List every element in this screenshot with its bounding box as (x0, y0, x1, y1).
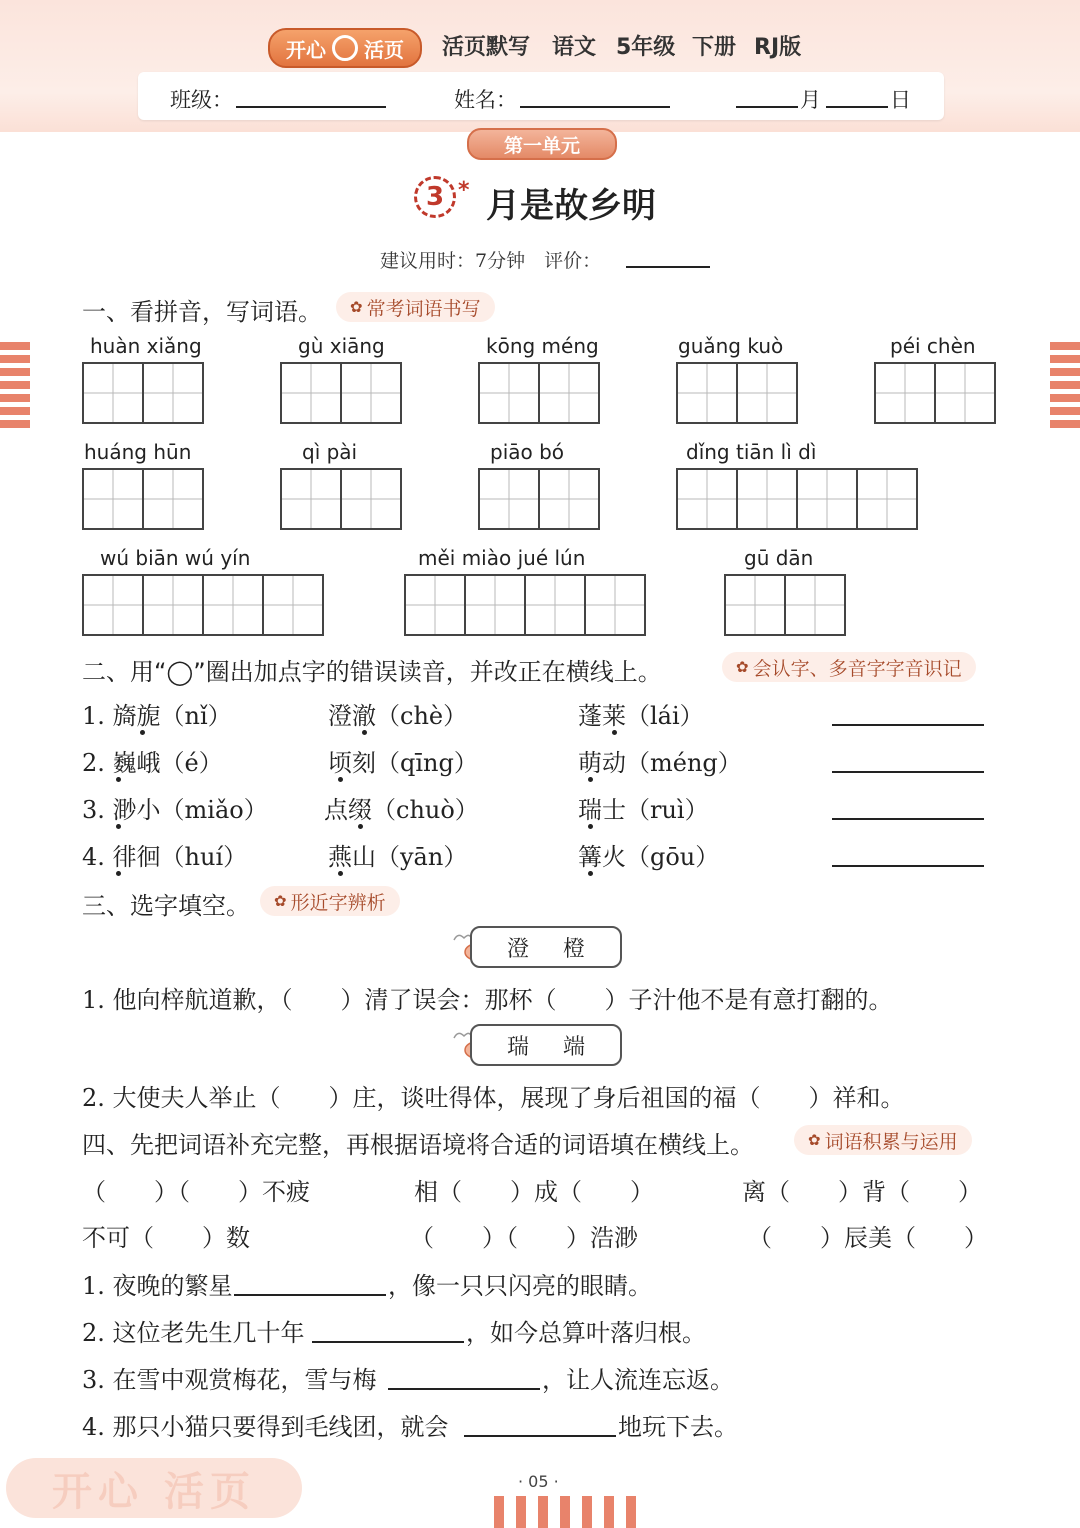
brand-ring-icon (332, 35, 358, 61)
idiom-fill: 不可（ ）数 (82, 1224, 250, 1252)
reading-item: 4. 徘徊（huí） (82, 843, 248, 871)
brand-logo (268, 28, 422, 68)
writing-grid[interactable] (280, 362, 400, 424)
pinyin-label: wú biān wú yín (100, 546, 251, 570)
emphasis-dot (358, 824, 363, 829)
choice-char: 橙 (563, 936, 586, 962)
writing-grid[interactable] (724, 574, 844, 636)
emphasis-dot (588, 777, 593, 782)
header-meta-edition: RJ版 (754, 35, 802, 60)
brand-text-right: 活页 (364, 37, 404, 62)
idiom-fill: （ ）（ ）浩渺 (410, 1224, 638, 1252)
answer-line[interactable] (388, 1388, 540, 1390)
reading-item: 2. 巍峨（é） (82, 749, 223, 777)
reading-item: 瑞士（ruì） (578, 796, 709, 824)
gear-icon: ✿ (808, 1131, 821, 1149)
gear-icon: ✿ (736, 658, 749, 676)
choice-char: 瑞 (506, 1034, 529, 1060)
emphasis-dot (612, 730, 617, 735)
sentence-pre: 1. 夜晚的繁星 (82, 1272, 233, 1300)
emphasis-dot (116, 824, 121, 829)
idiom-fill: 相（ ）成（ ） (414, 1178, 654, 1206)
reading-item: 篝火（gōu） (578, 843, 720, 871)
sentence-post: ，像一只只闪亮的眼睛。 (388, 1272, 652, 1300)
evaluation-input-line[interactable] (626, 266, 710, 268)
section2-hint-text: 会认字、多音字字音识记 (752, 657, 962, 680)
sentence-post: ，让人流连忘返。 (542, 1366, 734, 1394)
writing-grid[interactable] (676, 362, 796, 424)
reading-item: 燕山（yān） (328, 843, 468, 871)
idiom-fill: （ ）（ ）不疲 (82, 1178, 310, 1206)
gear-icon: ✿ (350, 298, 363, 316)
class-input-line[interactable] (236, 106, 386, 108)
header-meta-subject: 语文 (552, 35, 597, 60)
fill-question-2: 2. 大使夫人举止（ ）庄，谈吐得体，展现了身后祖国的福（ ）祥和。 (82, 1084, 905, 1112)
section3-hint (260, 886, 400, 916)
answer-line[interactable] (832, 771, 984, 773)
writing-grid[interactable] (478, 468, 598, 530)
section4-hint (794, 1125, 972, 1155)
emphasis-dot (116, 871, 121, 876)
section1-hint (336, 292, 495, 322)
section1-title: 一、看拼音，写词语。 (82, 298, 322, 326)
section3-hint-text: 形近字辨析 (290, 891, 386, 914)
emphasis-dot (338, 871, 343, 876)
name-input-line[interactable] (520, 106, 670, 108)
lesson-number-badge: 3 (414, 176, 456, 218)
answer-line[interactable] (464, 1435, 616, 1437)
month-label: 月 (800, 88, 821, 112)
brand-text-left: 开心 (286, 37, 326, 62)
writing-grid[interactable] (404, 574, 644, 636)
reading-item: 萌动（méng） (578, 749, 742, 777)
section1-hint-text: 常考词语书写 (366, 297, 481, 320)
right-edge-stripes (1050, 342, 1080, 433)
lesson-title: 月是故乡明 (486, 186, 656, 226)
answer-line[interactable] (234, 1294, 386, 1296)
header-meta-volume: 下册 (692, 35, 737, 60)
section2-hint (722, 652, 976, 682)
reading-item: 顷刻（qīng） (328, 749, 478, 777)
header-meta-grade: 5年级 (616, 35, 676, 60)
section3-title: 三、选字填空。 (82, 892, 250, 920)
pinyin-label: měi miào jué lún (418, 546, 586, 570)
reading-item: 蓬莱（lái） (578, 702, 704, 730)
header-meta-type: 活页默写 (442, 35, 531, 60)
class-label: 班级： (170, 88, 233, 112)
reading-item: 3. 渺小（miǎo） (82, 796, 268, 824)
time-evaluation: 建议用时：7分钟 评价： (380, 250, 602, 272)
section4-title: 四、先把词语补充完整，再根据语境将合适的词语填在横线上。 (82, 1131, 754, 1159)
writing-grid[interactable] (82, 468, 202, 530)
fill-question-1: 1. 他向梓航道歉，（ ）清了误会：那杯（ ）子汁他不是有意打翻的。 (82, 986, 893, 1014)
lesson-star-icon: * (458, 178, 470, 203)
sentence-pre: 3. 在雪中观赏梅花，雪与梅 (82, 1366, 377, 1394)
emphasis-dot (588, 871, 593, 876)
month-input-line[interactable] (736, 106, 798, 108)
pinyin-label: gū dān (744, 546, 814, 570)
pinyin-label: dǐng tiān lì dì (686, 440, 817, 464)
unit-badge: 第一单元 (467, 128, 617, 160)
sentence-post: 地玩下去。 (618, 1413, 738, 1441)
writing-grid[interactable] (82, 574, 322, 636)
day-label: 日 (890, 88, 911, 112)
watermark-logo: 开心 活页 (6, 1458, 302, 1518)
answer-line[interactable] (312, 1341, 464, 1343)
writing-grid[interactable] (280, 468, 400, 530)
pinyin-label: qì pài (302, 440, 358, 464)
idiom-fill: （ ）辰美（ ） (748, 1224, 988, 1252)
writing-grid[interactable] (478, 362, 598, 424)
student-info-bar (138, 72, 944, 120)
pinyin-label: péi chèn (890, 334, 976, 358)
pinyin-label: huàn xiǎng (90, 334, 202, 358)
writing-grid[interactable] (82, 362, 202, 424)
choice-char: 端 (563, 1034, 586, 1060)
pinyin-label: kōng méng (486, 334, 599, 358)
idiom-fill: 离（ ）背（ ） (742, 1178, 982, 1206)
reading-item: 澄澈（chè） (328, 702, 468, 730)
gear-icon: ✿ (274, 892, 287, 910)
answer-line[interactable] (832, 818, 984, 820)
pinyin-label: piāo bó (490, 440, 565, 464)
emphasis-dot (140, 730, 145, 735)
pinyin-label: huáng hūn (84, 440, 192, 464)
emphasis-dot (362, 730, 367, 735)
pinyin-label: gù xiāng (298, 334, 385, 358)
emphasis-dot (338, 777, 343, 782)
section2-title: 二、用“◯”圈出加点字的错误读音，并改正在横线上。 (82, 658, 662, 686)
pinyin-label: guǎng kuò (678, 334, 784, 358)
page-number: · 05 · (518, 1472, 559, 1491)
name-label: 姓名： (454, 88, 517, 112)
reading-item: 点缀（chuò） (324, 796, 479, 824)
choice-char: 澄 (506, 936, 529, 962)
sentence-pre: 2. 这位老先生几十年 (82, 1319, 305, 1347)
writing-grid[interactable] (874, 362, 994, 424)
choice-box-2 (470, 1024, 622, 1066)
left-edge-stripes (0, 342, 30, 433)
answer-line[interactable] (832, 865, 984, 867)
section4-hint-text: 词语积累与运用 (824, 1130, 958, 1153)
sentence-post: ，如今总算叶落归根。 (466, 1319, 706, 1347)
answer-line[interactable] (832, 724, 984, 726)
day-input-line[interactable] (826, 106, 888, 108)
bottom-decoration-bars (494, 1496, 636, 1528)
choice-box-1 (470, 926, 622, 968)
sentence-pre: 4. 那只小猫只要得到毛线团，就会 (82, 1413, 449, 1441)
writing-grid[interactable] (676, 468, 916, 530)
emphasis-dot (588, 824, 593, 829)
emphasis-dot (116, 777, 121, 782)
reading-item: 1. 旖旎（nǐ） (82, 702, 232, 730)
